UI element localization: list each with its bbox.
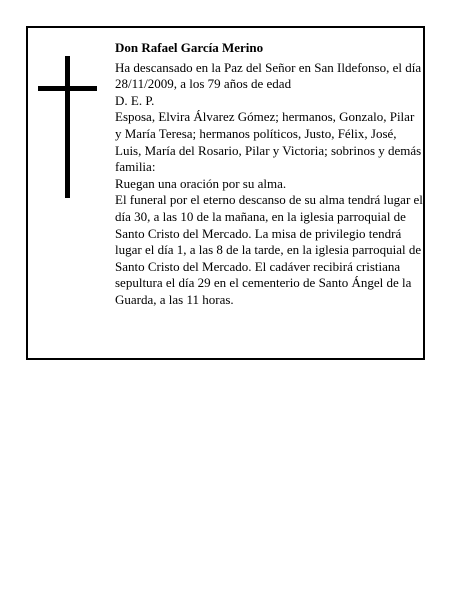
notice-text: [115, 40, 423, 309]
latin-cross-icon: [38, 56, 98, 198]
rest-in-peace: D. E. P.: [115, 92, 155, 108]
obituary-notice: [26, 26, 425, 360]
family-list: Esposa, Elvira Álvarez Gómez; hermanos, Gonzalo, Pilar y María Teresa; hermanos políticos, Justo, Félix, José, Luis, María del Rosario, Pilar y Victoria; sobrinos y demás familia:: [115, 109, 422, 175]
death-announcement: Ha descansado en la Paz del Señor en San Ildefonso, el día 28/11/2009, a los 79 años de edad: [115, 59, 422, 92]
prayer-request: Ruegan una oración por su alma.: [115, 175, 287, 191]
cross-horizontal-bar: [38, 86, 97, 91]
funeral-details: El funeral por el eterno descanso de su alma tendrá lugar el día 30, a las 10 de la mañana, en la iglesia parroquial de Santo Cristo del Mercado. La misa de privilegio tendrá lugar el día 1, a las 8 de la tarde, en la iglesia parroquial de Santo Cristo del Mercado. El cadáver recibirá cristiana sepultura el día 29 en el cementerio de Santo Ángel de la Guarda, a las 11 horas.: [115, 192, 423, 307]
cross-vertical-bar: [65, 56, 70, 198]
deceased-name: Don Rafael García Merino: [115, 40, 264, 55]
